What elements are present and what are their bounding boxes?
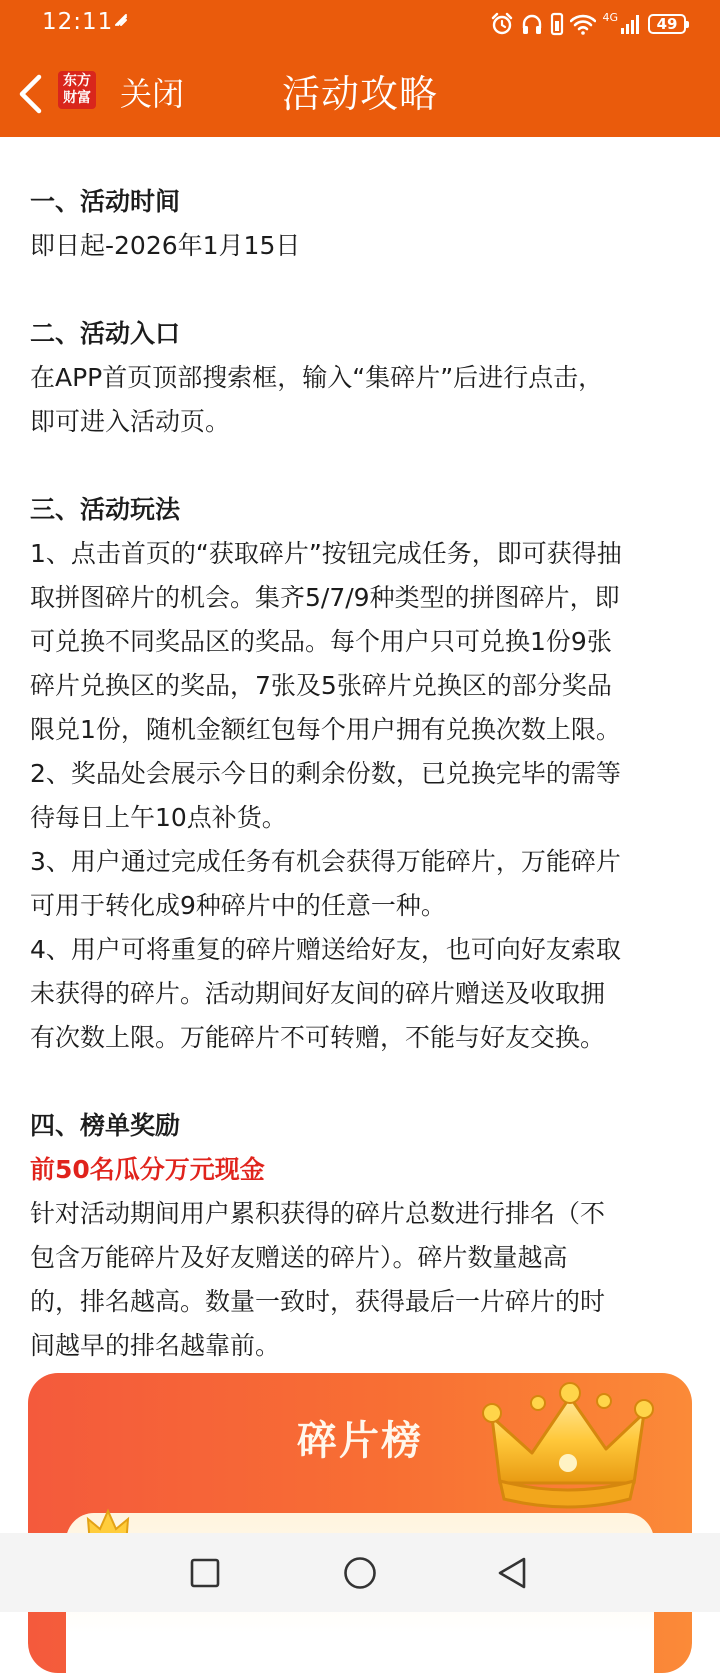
logo-line2: 财富 — [63, 90, 91, 106]
strategy-content — [30, 180, 694, 1368]
section-title-time: 一、活动时间 — [30, 187, 181, 216]
section-text: 包含万能碎片及好友赠送的碎片）。碎片数量越高 — [30, 1243, 568, 1272]
section-text: 可兑换不同奖品区的奖品。每个用户只可兑换1份9张 — [30, 627, 612, 656]
section-text: 即可进入活动页。 — [30, 407, 231, 436]
circle-icon — [343, 1556, 377, 1590]
section-text: 间越早的排名越靠前。 — [30, 1331, 281, 1360]
back-nav-button[interactable] — [490, 1551, 534, 1595]
section-text: 针对活动期间用户累积获得的碎片总数进行排名（不 — [30, 1199, 606, 1228]
alarm-icon — [490, 12, 514, 36]
section-text: 2、奖品处会展示今日的剩余份数，已兑换完毕的需等 — [30, 759, 621, 788]
section-text: 取拼图碎片的机会。集齐5/7/9种类型的拼图碎片，即 — [30, 583, 620, 612]
signal-icon — [620, 13, 642, 35]
logo-line1: 东方 — [63, 73, 91, 89]
section-title-ranking: 四、榜单奖励 — [30, 1111, 181, 1140]
home-button[interactable] — [338, 1551, 382, 1595]
section-title-entry: 二、活动入口 — [30, 319, 181, 348]
section-text: 在APP首页顶部搜索框，输入“集碎片”后进行点击， — [30, 363, 604, 392]
system-nav-bar — [0, 1533, 720, 1612]
battery-icon — [648, 14, 686, 34]
section-text: 4、用户可将重复的碎片赠送给好友，也可向好友索取 — [30, 935, 621, 964]
leaderboard-title: 碎片榜 — [297, 1418, 423, 1464]
status-icons — [490, 9, 686, 39]
wifi-icon — [570, 13, 596, 35]
network-type: 4G — [602, 10, 618, 24]
page-title: 活动攻略 — [281, 72, 438, 116]
section-text: 1、点击首页的“获取碎片”按钮完成任务，即可获得抽 — [30, 539, 622, 568]
headphones-icon — [520, 12, 544, 36]
section-text: 限兑1份，随机金额红包每个用户拥有兑换次数上限。 — [30, 715, 621, 744]
vibrate-icon — [550, 12, 564, 36]
close-button[interactable]: 关闭 — [120, 75, 185, 113]
leaderboard-card — [28, 1373, 692, 1673]
square-icon — [190, 1558, 220, 1588]
ranking-highlight: 前50名瓜分万元现金 — [30, 1155, 265, 1184]
crown-icon — [478, 1379, 658, 1509]
section-text: 未获得的碎片。活动期间好友间的碎片赠送及收取拥 — [30, 979, 606, 1008]
section-text: 3、用户通过完成任务有机会获得万能碎片，万能碎片 — [30, 847, 621, 876]
app-header — [0, 0, 720, 137]
status-time: 12:11 — [42, 9, 114, 35]
battery-level: 49 — [656, 14, 678, 33]
section-text: 可用于转化成9种碎片中的任意一种。 — [30, 891, 446, 920]
triangle-back-icon — [496, 1556, 528, 1590]
section-text: 碎片兑换区的奖品，7张及5张碎片兑换区的部分奖品 — [30, 671, 612, 700]
recents-button[interactable] — [183, 1551, 227, 1595]
section-text: 的，排名越高。数量一致时，获得最后一片碎片的时 — [30, 1287, 606, 1316]
section-text: 即日起-2026年1月15日 — [30, 231, 301, 260]
section-text: 有次数上限。万能碎片不可转赠，不能与好友交换。 — [30, 1023, 606, 1052]
section-text: 待每日上午10点补货。 — [30, 803, 287, 832]
section-title-gameplay: 三、活动玩法 — [30, 495, 181, 524]
notification-icon — [112, 11, 130, 29]
